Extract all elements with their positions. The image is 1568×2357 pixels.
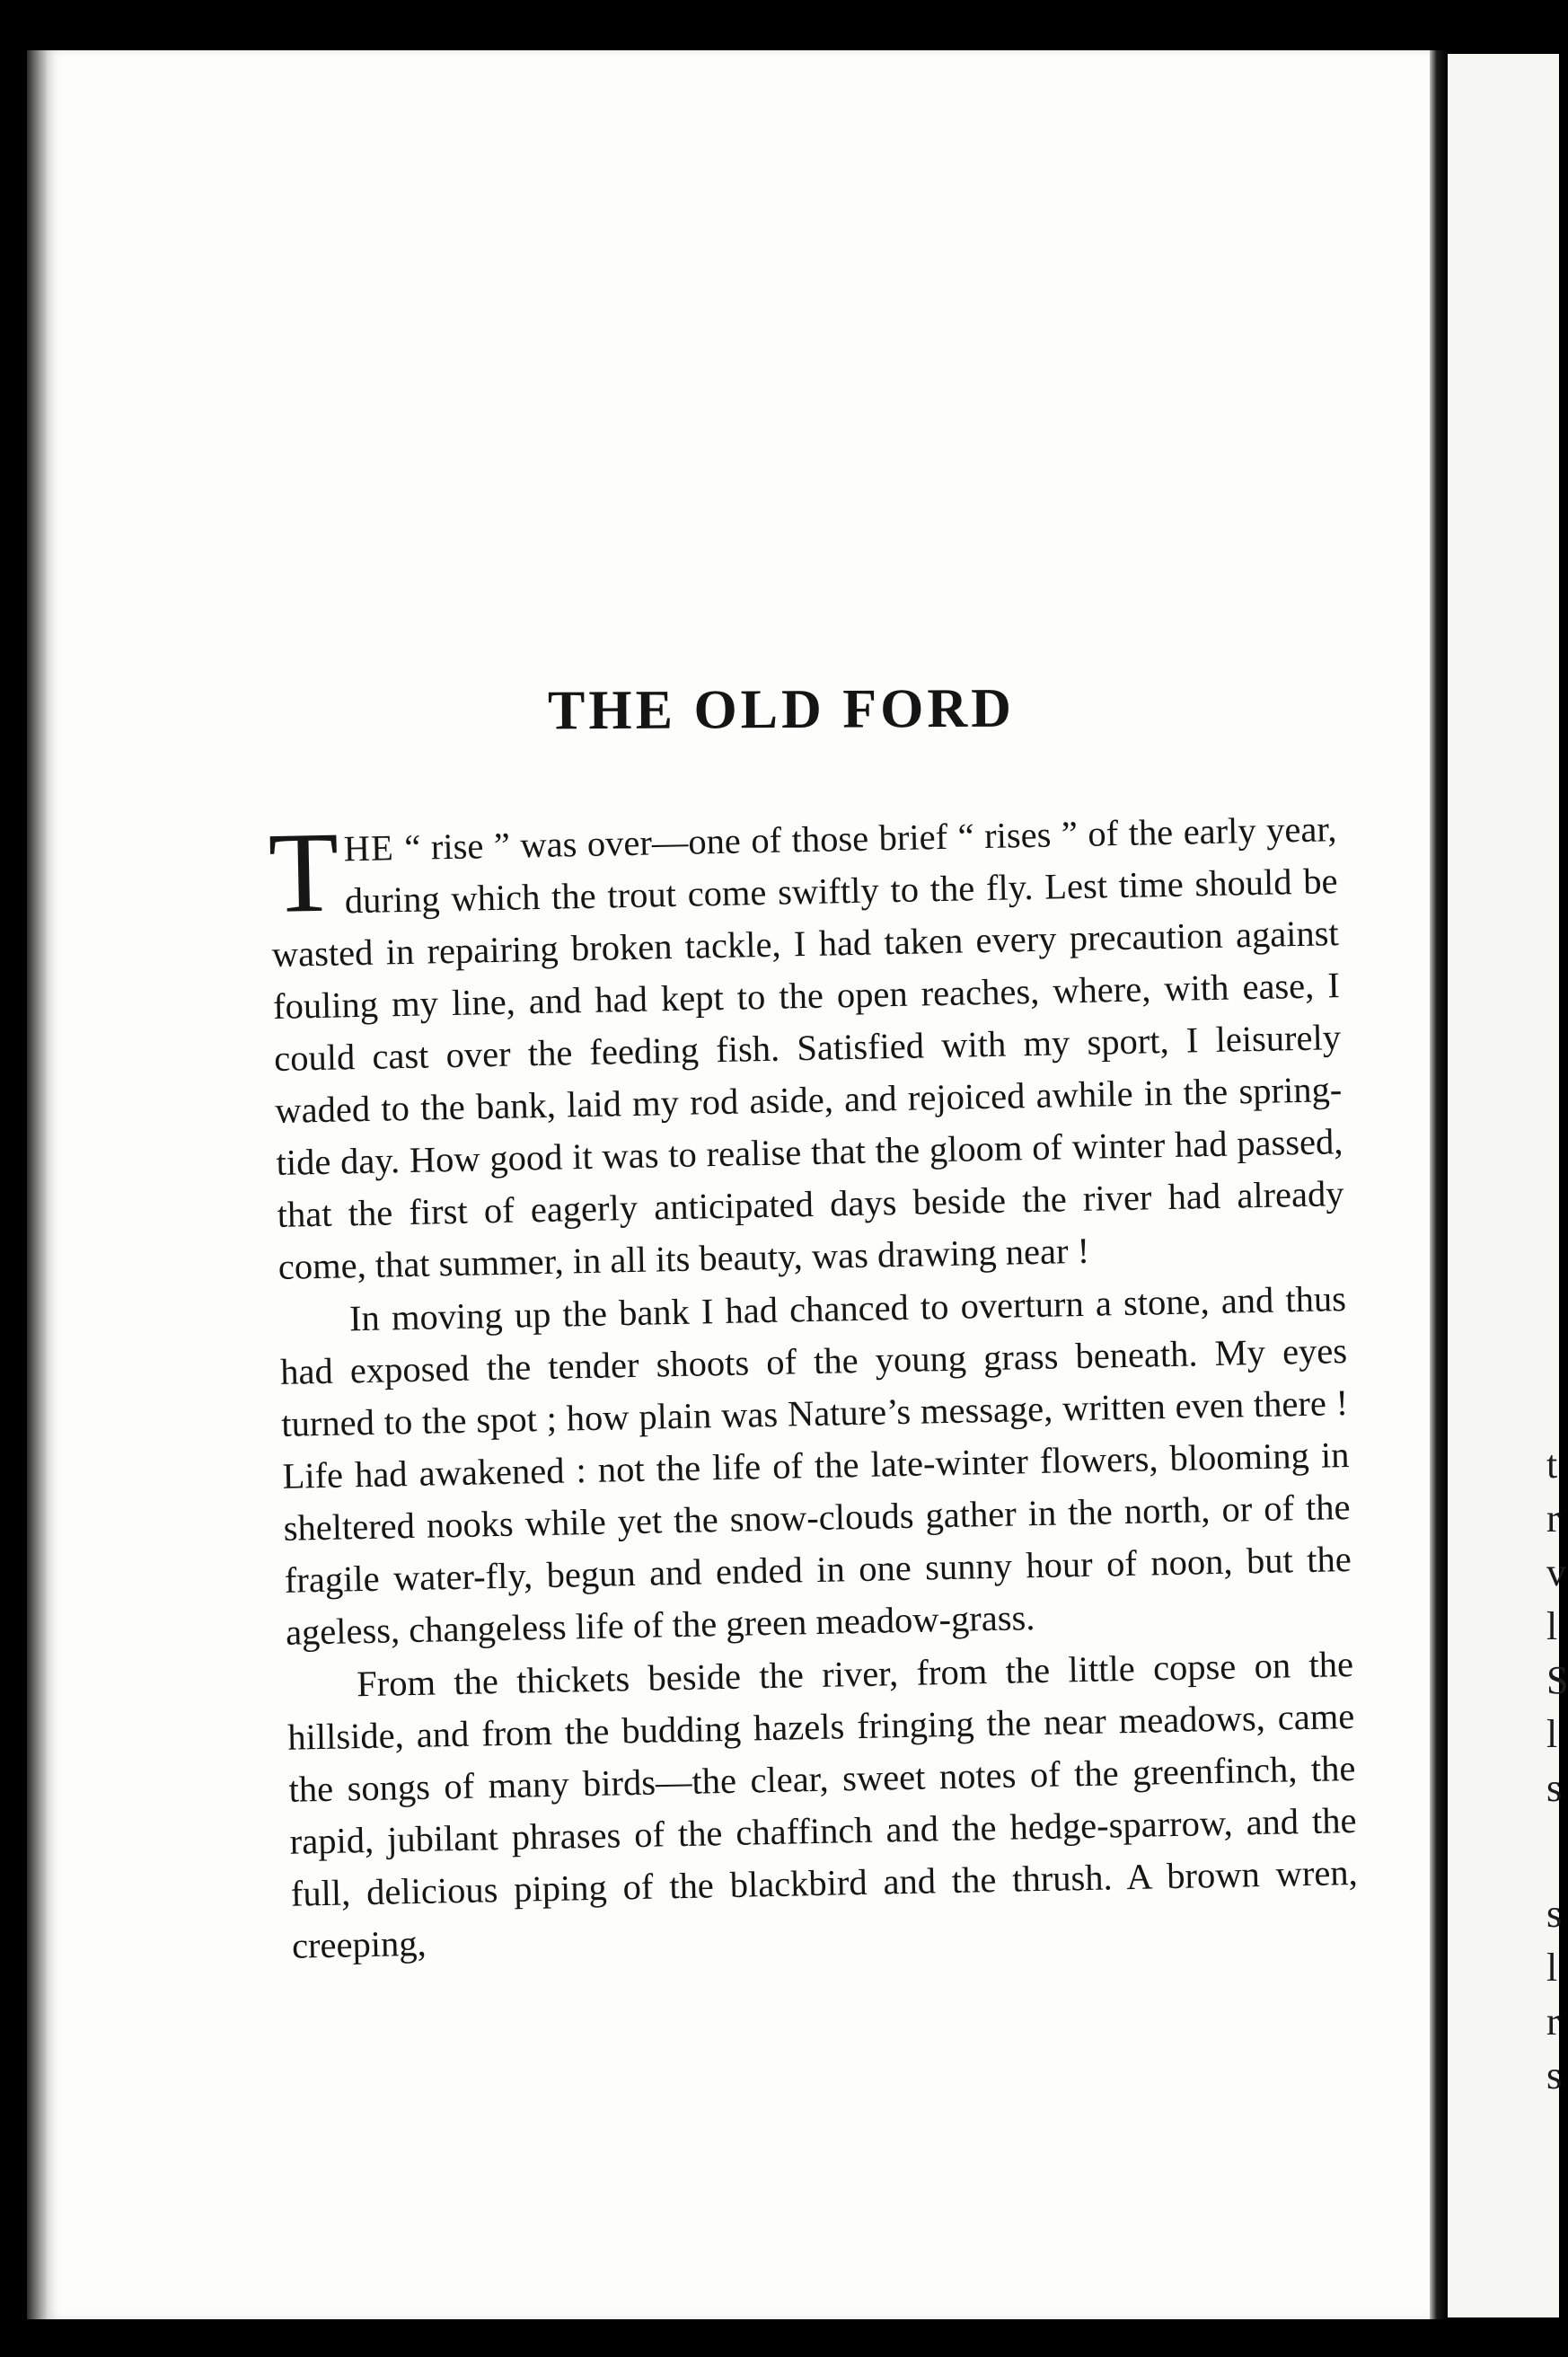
margin-letter: l	[1546, 1604, 1558, 1648]
drop-cap: T	[267, 808, 340, 938]
next-page-sliver	[1448, 54, 1559, 2317]
chapter-body	[269, 803, 1359, 1973]
chapter-title: THE OLD FORD	[547, 677, 1016, 742]
margin-letter: s	[1546, 1892, 1563, 1936]
book-gutter	[1430, 50, 1448, 2319]
margin-letter: s	[1546, 1766, 1563, 1810]
margin-letter: l	[1546, 1946, 1558, 1990]
margin-letter: r	[1546, 1999, 1560, 2044]
paragraph-1-text: “ rise ” was over—one of those brief “ rises ” of the early year, during which the trout come swiftly to the fly. Lest time should be wasted in repairing broken tackle, I had taken every precaution against fouling my line, and had kept to the open reaches, where, with ease, I could cast over the feeding fish. Satisfied with my sport, I leisurely waded to the bank, laid my rod aside, and rejoiced awhile in the spring-tide day. How good it was to realise that the gloom of winter had passed, that the first of eagerly anticipated days beside the river had already come, that summer, in all its beauty, was drawing near !	[271, 808, 1344, 1287]
margin-letter: t	[1546, 1443, 1558, 1487]
first-word-rest: HE	[343, 827, 395, 870]
margin-letter: v	[1546, 1550, 1566, 1594]
paragraph-1	[269, 803, 1345, 1293]
margin-letter: r	[1546, 1496, 1560, 1540]
margin-letter: l	[1546, 1712, 1558, 1756]
paragraph-2: In moving up the bank I had chanced to overturn a stone, and thus had exposed the tender shoots of the young grass beneath. My eyes turned to the spot ; how plain was Nature’s message, written even there ! Life had awakened : not the life of the late-winter flowers, blooming in sheltered nooks while yet the snow-clouds gather in the north, or of the fragile water-fly, begun and ended in one sunny hour of noon, but the ageless, changeless life of the green meadow-grass.	[279, 1278, 1352, 1653]
margin-letter: s	[1546, 2053, 1563, 2097]
margin-letter: S	[1546, 1658, 1568, 1702]
paragraph-3: From the thickets beside the river, from the little copse on the hillside, and from the budding hazels fringing the near meadows, came the songs of many birds—the clear, sweet notes of the greenfinch, the rapid, jubilant phrases of the chaffinch and the hedge-sparrow, and the full, delicious piping of the blackbird and the thrush. A brown wren, creeping,	[286, 1643, 1359, 1966]
